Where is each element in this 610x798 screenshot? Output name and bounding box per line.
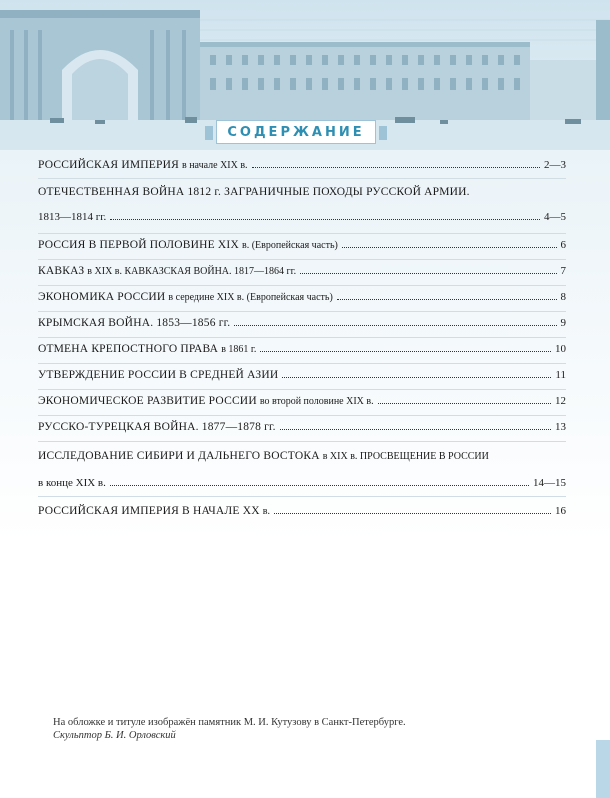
divider <box>38 285 566 286</box>
toc-entry-subtitle: в начале XIX в. <box>181 160 248 171</box>
toc-page-number: 12 <box>555 395 566 407</box>
toc-entry[interactable] <box>38 392 566 408</box>
divider <box>38 311 566 312</box>
toc-page-number: 4—5 <box>544 211 566 223</box>
toc-entry-title: РУССКО-ТУРЕЦКАЯ ВОЙНА. 1877—1878 гг. <box>38 421 276 433</box>
divider <box>38 363 566 364</box>
toc-leader-dots <box>342 236 557 248</box>
toc-entry-subtitle: в. (Европейская часть) <box>241 240 338 251</box>
toc-page-number: 8 <box>560 291 566 303</box>
page-title: СОДЕРЖАНИЕ <box>227 124 365 140</box>
header-illustration <box>0 0 610 150</box>
divider <box>38 389 566 390</box>
toc-page-number: 9 <box>560 317 566 329</box>
contents-title-banner <box>216 120 376 144</box>
toc-entry-subtitle: во второй половине XIX в. <box>259 396 374 407</box>
toc-leader-dots <box>110 474 529 486</box>
toc-entry[interactable] <box>38 156 566 172</box>
divider <box>38 233 566 234</box>
toc-entry-title: 1813—1814 гг. <box>38 211 107 223</box>
toc-entry-title: ОТМЕНА КРЕПОСТНОГО ПРАВА <box>38 343 219 355</box>
toc-page-number: 11 <box>555 369 566 381</box>
divider <box>38 178 566 179</box>
cover-caption-line: На обложке и титуле изображён памятник М. И. Кутузову в Санкт-Петербурге. <box>53 717 406 728</box>
toc-entry-title: ИССЛЕДОВАНИЕ СИБИРИ И ДАЛЬНЕГО ВОСТОКА <box>38 450 320 462</box>
toc-leader-dots <box>234 314 556 326</box>
toc-entry-continuation[interactable] <box>38 208 566 224</box>
toc-entry-title: РОССИЙСКАЯ ИМПЕРИЯ <box>38 159 179 171</box>
toc-entry[interactable] <box>38 502 566 518</box>
toc-page-number: 13 <box>555 421 566 433</box>
toc-entry-subtitle: в 1861 г. <box>221 344 257 355</box>
toc-page-number: 2—3 <box>544 159 566 171</box>
toc-page-number: 16 <box>555 505 566 517</box>
toc-entry[interactable] <box>38 340 566 356</box>
page-edge-tab <box>596 740 610 798</box>
toc-entry-title: в конце XIX в. <box>38 477 106 489</box>
toc-leader-dots <box>274 502 551 514</box>
toc-entry-subtitle: в середине XIX в. (Европейская часть) <box>168 292 333 303</box>
toc-entry-subtitle: в XIX в. КАВКАЗСКАЯ ВОЙНА. 1817—1864 гг. <box>87 266 297 277</box>
toc-page-number: 10 <box>555 343 566 355</box>
toc-entry[interactable] <box>38 184 566 200</box>
toc-entry[interactable] <box>38 314 566 330</box>
toc-leader-dots <box>110 208 540 220</box>
toc-leader-dots <box>252 156 540 168</box>
toc-entry-continuation[interactable] <box>38 474 566 490</box>
toc-entry-title: УТВЕРЖДЕНИЕ РОССИИ В СРЕДНЕЙ АЗИИ <box>38 369 279 381</box>
toc-leader-dots <box>300 262 556 274</box>
toc-leader-dots <box>280 418 551 430</box>
toc-entry[interactable] <box>38 418 566 434</box>
toc-entry[interactable] <box>38 236 566 252</box>
toc-leader-dots <box>337 288 557 300</box>
toc-leader-dots <box>378 392 551 404</box>
toc-entry-title: ЭКОНОМИЧЕСКОЕ РАЗВИТИЕ РОССИИ <box>38 395 257 407</box>
toc-entry-subtitle: в. <box>262 506 270 517</box>
cover-caption <box>53 716 553 742</box>
toc-entry[interactable] <box>38 262 566 278</box>
toc-leader-dots <box>260 340 551 352</box>
toc-entry-title: ЭКОНОМИКА РОССИИ <box>38 291 166 303</box>
toc-entry-title: КРЫМСКАЯ ВОЙНА. 1853—1856 гг. <box>38 317 231 329</box>
toc-entry[interactable] <box>38 366 566 382</box>
toc-entry-title: КАВКАЗ <box>38 265 85 277</box>
toc-entry-subtitle: в XIX в. ПРОСВЕЩЕНИЕ В РОССИИ <box>322 451 489 462</box>
toc-entry[interactable] <box>38 288 566 304</box>
toc-entry-title: ОТЕЧЕСТВЕННАЯ ВОЙНА 1812 г. ЗАГРАНИЧНЫЕ ПОХОДЫ РУССКОЙ АРМИИ. <box>38 186 470 198</box>
toc-page-number: 14—15 <box>533 477 566 489</box>
divider <box>38 496 566 497</box>
toc-entry-title: РОССИЯ В ПЕРВОЙ ПОЛОВИНЕ XIX <box>38 239 239 251</box>
toc-page-number: 6 <box>560 239 566 251</box>
toc-entry-title: РОССИЙСКАЯ ИМПЕРИЯ В НАЧАЛЕ XX <box>38 505 260 517</box>
divider <box>38 337 566 338</box>
sculptor-credit: Скульптор Б. И. Орловский <box>53 730 176 741</box>
toc-leader-dots <box>282 366 551 378</box>
divider <box>38 259 566 260</box>
toc-page-number: 7 <box>560 265 566 277</box>
divider <box>38 441 566 442</box>
divider <box>38 415 566 416</box>
toc-entry[interactable] <box>38 448 566 464</box>
